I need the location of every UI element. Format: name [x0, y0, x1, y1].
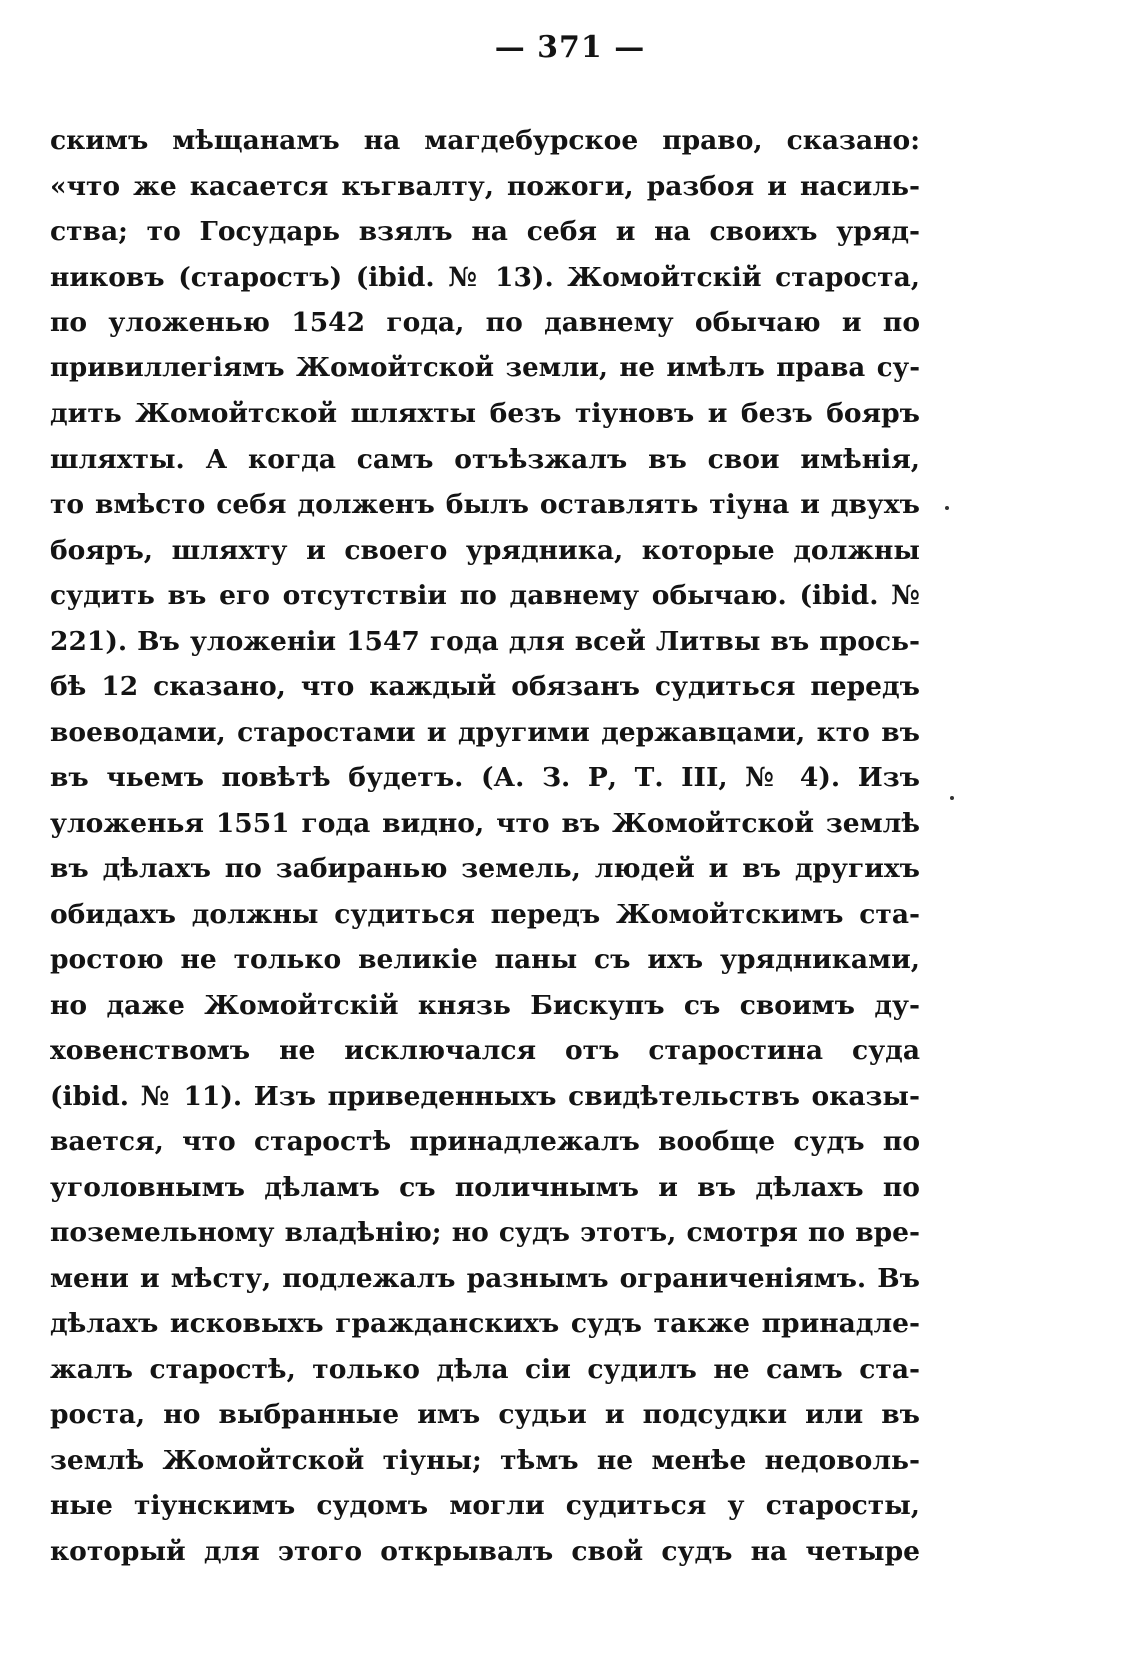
text-line: по уложенью 1542 года, по давнему обычаю и по — [50, 307, 920, 338]
text-line: роста, но выбранные имъ судьи и подсудки или въ — [50, 1399, 920, 1430]
text-line: воеводами, старостами и другими державцами, кто въ — [50, 716, 920, 748]
text-line: скимъ мѣщанамъ на магдебурское право, сказано: — [50, 125, 920, 156]
text-line: уголовнымъ дѣламъ съ поличнымъ и въ дѣлахъ по — [50, 1171, 920, 1203]
text-line: поземельному владѣнію; но судъ этотъ, смотря по вре- — [50, 1217, 920, 1248]
text-line: ховенствомъ не исключался отъ старостина суда — [50, 1035, 920, 1066]
body-text — [50, 118, 920, 1574]
text-line: обидахъ должны судиться передъ Жомойтскимъ ста- — [50, 898, 920, 930]
text-line: дѣлахъ исковыхъ гражданскихъ судъ также принадле- — [50, 1308, 920, 1339]
text-line: въ дѣлахъ по забиранью земель, людей и въ другихъ — [50, 853, 920, 884]
text-line: 221). Въ уложеніи 1547 года для всей Литвы въ прось- — [50, 625, 920, 657]
text-line: бѣ 12 сказано, что каждый обязанъ судиться передъ — [50, 671, 920, 702]
text-line: ные тіунскимъ судомъ могли судиться у старосты, — [50, 1490, 920, 1521]
page-number: — 371 — — [494, 30, 646, 65]
text-line: «что же касается къгвалту, пожоги, разбоя и насиль- — [50, 170, 920, 202]
print-speck — [945, 506, 949, 510]
print-speck — [950, 796, 954, 800]
text-line: который для этого открывалъ свой судъ на четыре — [50, 1535, 920, 1567]
text-line: уложенья 1551 года видно, что въ Жомойтской землѣ — [50, 807, 920, 839]
text-line: дить Жомойтской шляхты безъ тіуновъ и безъ бояръ — [50, 398, 920, 429]
text-line: ства; то Государь взялъ на себя и на своихъ уряд- — [50, 216, 920, 247]
text-line: судить въ его отсутствіи по давнему обычаю. (ibid. № — [50, 580, 920, 611]
text-line: но даже Жомойтскій князь Бискупъ съ своимъ ду- — [50, 989, 920, 1021]
text-line: мени и мѣсту, подлежалъ разнымъ ограниченіямъ. Въ — [50, 1262, 920, 1294]
text-line: то вмѣсто себя долженъ былъ оставлять тіуна и двухъ — [50, 489, 920, 520]
text-line: въ чьемъ повѣтѣ будетъ. (А. З. Р, Т. III, № 4). Изъ — [50, 762, 920, 793]
text-line: жалъ старостѣ, только дѣла сіи судилъ не самъ ста- — [50, 1353, 920, 1385]
text-line: (ibid. № 11). Изъ приведенныхъ свидѣтельствъ оказы- — [50, 1080, 920, 1112]
text-line: ростою не только великіе паны съ ихъ урядниками, — [50, 944, 920, 975]
text-line: вается, что старостѣ принадлежалъ вообще судъ по — [50, 1126, 920, 1157]
text-line: привиллегіямъ Жомойтской земли, не имѣлъ права су- — [50, 352, 920, 383]
text-line: шляхты. А когда самъ отъѣзжалъ въ свои имѣнія, — [50, 443, 920, 475]
text-line: никовъ (старостъ) (ibid. № 13). Жомойтскій староста, — [50, 261, 920, 293]
text-line: землѣ Жомойтской тіуны; тѣмъ не менѣе недоволь- — [50, 1444, 920, 1476]
text-line: бояръ, шляхту и своего урядника, которые должны — [50, 534, 920, 566]
